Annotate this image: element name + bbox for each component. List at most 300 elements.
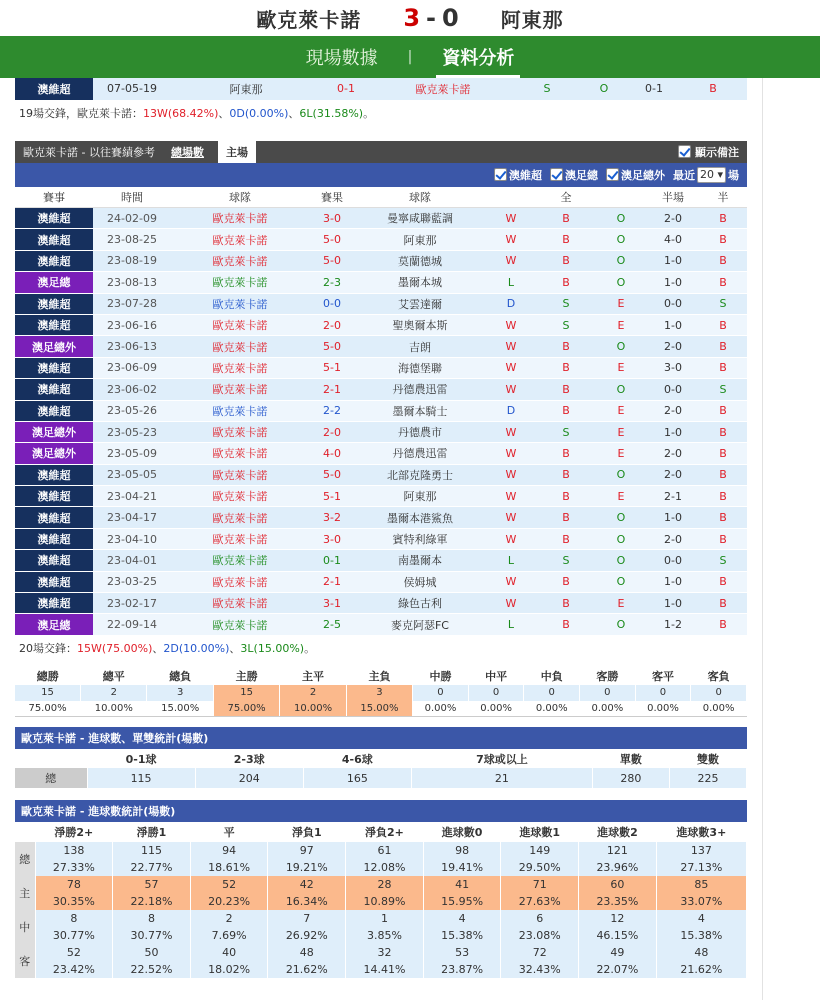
recent-label: 最近 bbox=[672, 168, 695, 182]
goaldiff-percent: 27.33% bbox=[35, 859, 113, 876]
match-score[interactable]: 3-0 bbox=[309, 208, 355, 229]
goaldiff-section-header: 歐克萊卡諾 - 進球數統計(場數) bbox=[15, 800, 747, 822]
goaldiff-count: 72 bbox=[501, 944, 579, 961]
history-row[interactable] bbox=[15, 486, 747, 507]
result-oe: O bbox=[595, 614, 647, 635]
away-team[interactable]: 阿東那 bbox=[355, 229, 485, 250]
away-team[interactable]: 歐克萊卡諾 bbox=[371, 78, 515, 100]
away-team-name[interactable]: 阿東那 bbox=[500, 7, 564, 32]
result-wdl: W bbox=[485, 421, 537, 442]
match-score[interactable]: 2-2 bbox=[309, 400, 355, 421]
goaldiff-col-header: 進球數2 bbox=[597, 826, 638, 840]
stats-count: 3 bbox=[147, 685, 213, 701]
goaldiff-col-header: 進球數1 bbox=[519, 826, 561, 840]
checkbox-icon[interactable] bbox=[494, 168, 507, 181]
home-team[interactable]: 歐克萊卡諾 bbox=[171, 421, 309, 442]
result-size: B bbox=[537, 250, 595, 271]
goaldiff-count: 121 bbox=[579, 842, 657, 859]
home-team[interactable]: 歐克萊卡諾 bbox=[171, 507, 309, 528]
match-score[interactable]: 5-0 bbox=[309, 336, 355, 357]
history-row[interactable] bbox=[15, 464, 747, 485]
match-date: 23-04-01 bbox=[93, 550, 171, 571]
main-content bbox=[15, 78, 747, 978]
home-team[interactable]: 歐克萊卡諾 bbox=[171, 614, 309, 635]
stats-col-header: 客負 bbox=[691, 668, 747, 685]
league-badge[interactable]: 澳維超 bbox=[15, 464, 93, 485]
home-team[interactable]: 歐克萊卡諾 bbox=[171, 314, 309, 335]
half-score: 2-0 bbox=[647, 208, 699, 229]
goals-col-header: 0-1球 bbox=[125, 752, 157, 766]
tab-total-matches[interactable]: 總場數 bbox=[170, 145, 204, 159]
history-summary bbox=[15, 636, 747, 658]
goaldiff-group-label: 中 bbox=[15, 910, 35, 944]
home-team-name[interactable]: 歐克萊卡諾 bbox=[256, 7, 362, 32]
league-badge[interactable]: 澳維超 bbox=[15, 528, 93, 549]
away-team[interactable]: 北部克隆勇士 bbox=[355, 464, 485, 485]
league-badge[interactable]: 澳足總外 bbox=[15, 336, 93, 357]
goals-row-label: 總 bbox=[15, 768, 87, 788]
result-oe: E bbox=[595, 357, 647, 378]
goals-oddeven-table bbox=[15, 749, 747, 788]
goaldiff-percent: 29.50% bbox=[501, 859, 579, 876]
home-team[interactable]: 歐克萊卡諾 bbox=[171, 229, 309, 250]
away-team[interactable]: 莫蘭德城 bbox=[355, 250, 485, 271]
goaldiff-percent-row bbox=[15, 927, 747, 944]
match-score[interactable]: 5-0 bbox=[309, 250, 355, 271]
right-border bbox=[762, 78, 763, 1000]
match-date: 23-03-25 bbox=[93, 571, 171, 592]
league-badge[interactable]: 澳維超 bbox=[15, 571, 93, 592]
summary-prefix: 19場交鋒，歐克萊卡諾： bbox=[19, 106, 143, 120]
half-score: 2-0 bbox=[647, 443, 699, 464]
stats-count: 15 bbox=[15, 685, 81, 701]
goaldiff-percent: 30.35% bbox=[35, 893, 113, 910]
league-badge[interactable]: 澳維超 bbox=[15, 250, 93, 271]
stats-percent: 10.00% bbox=[280, 701, 346, 717]
summary-sep: 、 bbox=[288, 106, 300, 120]
result-wdl: D bbox=[485, 293, 537, 314]
previous-meeting-row[interactable] bbox=[15, 78, 747, 100]
result-size: B bbox=[537, 464, 595, 485]
recent-count-select[interactable]: 20 ▾ bbox=[697, 167, 726, 183]
league-badge[interactable]: 澳維超 bbox=[15, 357, 93, 378]
result-wdl: L bbox=[485, 272, 537, 293]
match-score[interactable]: 2-1 bbox=[309, 379, 355, 400]
match-score[interactable]: 4-0 bbox=[309, 443, 355, 464]
half-result: B bbox=[699, 421, 747, 442]
result-size: B bbox=[537, 357, 595, 378]
goaldiff-percent: 22.52% bbox=[113, 961, 191, 978]
match-score[interactable]: 0-1 bbox=[309, 550, 355, 571]
filter-super-league[interactable] bbox=[494, 167, 542, 183]
history-title: 歐克萊卡諾 - 以往賽績參考 bbox=[23, 145, 155, 159]
half-score: 0-1 bbox=[629, 78, 679, 100]
filter-label: 澳足總 bbox=[564, 168, 598, 182]
history-row[interactable] bbox=[15, 336, 747, 357]
history-row[interactable] bbox=[15, 229, 747, 250]
result-wdl: W bbox=[485, 507, 537, 528]
match-date: 23-05-26 bbox=[93, 400, 171, 421]
away-team[interactable]: 丹德農迅雷 bbox=[355, 443, 485, 464]
goaldiff-count: 71 bbox=[501, 876, 579, 893]
home-score: 3 bbox=[403, 4, 421, 32]
league-badge[interactable]: 澳維超 bbox=[15, 78, 93, 100]
goaldiff-percent: 3.85% bbox=[346, 927, 424, 944]
match-score[interactable]: 3-2 bbox=[309, 507, 355, 528]
goaldiff-count: 7 bbox=[268, 910, 346, 927]
half-score: 3-0 bbox=[647, 357, 699, 378]
home-team[interactable]: 歐克萊卡諾 bbox=[171, 400, 309, 421]
summary-end: 。 bbox=[304, 641, 316, 655]
summary-end: 。 bbox=[363, 106, 375, 120]
history-row[interactable] bbox=[15, 293, 747, 314]
away-team[interactable]: 吉朗 bbox=[355, 336, 485, 357]
half-score: 1-0 bbox=[647, 571, 699, 592]
history-row[interactable] bbox=[15, 357, 747, 378]
stats-percent: 15.00% bbox=[346, 701, 412, 717]
match-date: 23-06-09 bbox=[93, 357, 171, 378]
match-score[interactable]: 0-1 bbox=[321, 78, 371, 100]
history-row[interactable] bbox=[15, 400, 747, 421]
goaldiff-count: 137 bbox=[656, 842, 746, 859]
stats-percent: 15.00% bbox=[147, 701, 213, 717]
home-team[interactable]: 歐克萊卡諾 bbox=[171, 528, 309, 549]
goaldiff-count: 2 bbox=[190, 910, 268, 927]
result-size: B bbox=[537, 486, 595, 507]
league-badge[interactable]: 澳維超 bbox=[15, 486, 93, 507]
history-row[interactable] bbox=[15, 421, 747, 442]
league-badge[interactable]: 澳足總 bbox=[15, 272, 93, 293]
league-badge[interactable]: 澳維超 bbox=[15, 400, 93, 421]
goaldiff-count: 57 bbox=[113, 876, 191, 893]
goaldiff-percent: 10.89% bbox=[346, 893, 424, 910]
result-wdl: W bbox=[485, 593, 537, 614]
match-date: 23-08-13 bbox=[93, 272, 171, 293]
result-size: B bbox=[537, 593, 595, 614]
result-oe: E bbox=[595, 314, 647, 335]
stats-count: 0 bbox=[524, 685, 580, 701]
goaldiff-count: 12 bbox=[579, 910, 657, 927]
league-badge[interactable]: 澳維超 bbox=[15, 507, 93, 528]
show-notes-toggle[interactable] bbox=[678, 144, 747, 160]
match-score[interactable]: 2-3 bbox=[309, 272, 355, 293]
goals-value: 165 bbox=[303, 768, 411, 788]
goaldiff-group-label: 主 bbox=[15, 876, 35, 910]
stats-count: 15 bbox=[213, 685, 279, 701]
history-row[interactable] bbox=[15, 571, 747, 592]
result-oe: O bbox=[595, 208, 647, 229]
goaldiff-percent: 22.07% bbox=[579, 961, 657, 978]
goaldiff-count: 50 bbox=[113, 944, 191, 961]
goaldiff-col-header: 淨負2+ bbox=[365, 826, 404, 840]
tab-analysis[interactable]: 資料分析 bbox=[436, 38, 520, 76]
score-separator: - bbox=[426, 4, 436, 32]
half-score: 1-0 bbox=[647, 272, 699, 293]
home-team[interactable]: 歐克萊卡諾 bbox=[171, 272, 309, 293]
goaldiff-count: 149 bbox=[501, 842, 579, 859]
tab-home-matches[interactable]: 主場 bbox=[218, 141, 256, 163]
goaldiff-percent: 15.38% bbox=[423, 927, 501, 944]
history-row[interactable] bbox=[15, 443, 747, 464]
home-team[interactable]: 歐克萊卡諾 bbox=[171, 593, 309, 614]
result-wdl: W bbox=[485, 336, 537, 357]
away-team[interactable]: 墨爾本城 bbox=[355, 272, 485, 293]
match-date: 23-04-10 bbox=[93, 528, 171, 549]
goaldiff-count: 28 bbox=[346, 876, 424, 893]
goaldiff-count: 52 bbox=[190, 876, 268, 893]
half-result: B bbox=[699, 571, 747, 592]
home-team[interactable]: 歐克萊卡諾 bbox=[171, 464, 309, 485]
result-size: S bbox=[537, 550, 595, 571]
stats-count: 0 bbox=[468, 685, 524, 701]
home-team[interactable]: 歐克萊卡諾 bbox=[171, 336, 309, 357]
half-score: 4-0 bbox=[647, 229, 699, 250]
goaldiff-col-header: 進球數3+ bbox=[676, 826, 727, 840]
half-score: 1-0 bbox=[647, 507, 699, 528]
home-team[interactable]: 歐克萊卡諾 bbox=[171, 571, 309, 592]
goaldiff-percent: 16.34% bbox=[268, 893, 346, 910]
goaldiff-percent: 23.42% bbox=[35, 961, 113, 978]
league-badge[interactable]: 澳足總外 bbox=[15, 421, 93, 442]
league-badge[interactable]: 澳維超 bbox=[15, 379, 93, 400]
goaldiff-count: 4 bbox=[656, 910, 746, 927]
stats-col-header: 主勝 bbox=[213, 668, 279, 685]
stats-percent: 0.00% bbox=[580, 701, 636, 717]
away-team[interactable]: 丹德農市 bbox=[355, 421, 485, 442]
history-row[interactable] bbox=[15, 528, 747, 549]
stats-count: 2 bbox=[280, 685, 346, 701]
checkbox-icon[interactable] bbox=[606, 168, 619, 181]
away-team[interactable]: 海德堡聯 bbox=[355, 357, 485, 378]
home-team[interactable]: 歐克萊卡諾 bbox=[171, 486, 309, 507]
result-oe: E bbox=[595, 593, 647, 614]
away-team[interactable]: 艾雲達爾 bbox=[355, 293, 485, 314]
history-row[interactable] bbox=[15, 272, 747, 293]
goaldiff-count: 53 bbox=[423, 944, 501, 961]
result-size: B bbox=[537, 272, 595, 293]
half-score: 0-0 bbox=[647, 293, 699, 314]
match-score[interactable]: 5-0 bbox=[309, 229, 355, 250]
result-oe: O bbox=[579, 78, 629, 100]
goaldiff-count: 41 bbox=[423, 876, 501, 893]
goaldiff-percent-row bbox=[15, 961, 747, 978]
goaldiff-count: 48 bbox=[268, 944, 346, 961]
col-league: 賽事 bbox=[15, 187, 93, 208]
goaldiff-count: 48 bbox=[656, 944, 746, 961]
summary-losses: 3L(15.00%) bbox=[240, 641, 305, 655]
result-size: S bbox=[537, 421, 595, 442]
home-team[interactable]: 歐克萊卡諾 bbox=[171, 443, 309, 464]
history-row[interactable] bbox=[15, 550, 747, 571]
stats-percent: 0.00% bbox=[413, 701, 469, 717]
goaldiff-percent: 23.96% bbox=[579, 859, 657, 876]
result-oe: E bbox=[595, 443, 647, 464]
col-home-team: 球隊 bbox=[171, 187, 309, 208]
home-team[interactable]: 歐克萊卡諾 bbox=[171, 357, 309, 378]
half-score: 1-0 bbox=[647, 314, 699, 335]
league-badge[interactable]: 澳維超 bbox=[15, 593, 93, 614]
match-score[interactable]: 2-0 bbox=[309, 421, 355, 442]
away-team[interactable]: 南墨爾本 bbox=[355, 550, 485, 571]
match-score[interactable]: 0-0 bbox=[309, 293, 355, 314]
goaldiff-percent: 30.77% bbox=[35, 927, 113, 944]
home-team[interactable]: 歐克萊卡諾 bbox=[171, 293, 309, 314]
goaldiff-count: 4 bbox=[423, 910, 501, 927]
history-row[interactable] bbox=[15, 614, 747, 635]
half-result: B bbox=[699, 272, 747, 293]
stats-percent: 75.00% bbox=[15, 701, 81, 717]
goaldiff-percent-row bbox=[15, 893, 747, 910]
away-team[interactable]: 綠色古利 bbox=[355, 593, 485, 614]
history-row[interactable] bbox=[15, 593, 747, 614]
result-size: B bbox=[537, 379, 595, 400]
col-half: 半 bbox=[699, 187, 747, 208]
match-date: 24-02-09 bbox=[93, 208, 171, 229]
stats-percent: 0.00% bbox=[635, 701, 691, 717]
history-row[interactable] bbox=[15, 250, 747, 271]
away-team[interactable]: 墨爾本騎士 bbox=[355, 400, 485, 421]
history-row[interactable] bbox=[15, 314, 747, 335]
goaldiff-count: 8 bbox=[35, 910, 113, 927]
away-team[interactable]: 侯姆城 bbox=[355, 571, 485, 592]
goaldiff-count: 32 bbox=[346, 944, 424, 961]
league-badge[interactable]: 澳足總外 bbox=[15, 443, 93, 464]
match-score[interactable]: 2-0 bbox=[309, 314, 355, 335]
away-score: 0 bbox=[441, 4, 459, 32]
away-team[interactable]: 聖奧爾本斯 bbox=[355, 314, 485, 335]
goaldiff-count: 60 bbox=[579, 876, 657, 893]
result-wdl: W bbox=[485, 250, 537, 271]
summary-sep: 、 bbox=[218, 106, 230, 120]
match-date: 23-08-19 bbox=[93, 250, 171, 271]
half-score: 2-0 bbox=[647, 400, 699, 421]
match-date: 23-06-16 bbox=[93, 314, 171, 335]
stats-count: 2 bbox=[81, 685, 147, 701]
match-score[interactable]: 2-5 bbox=[309, 614, 355, 635]
result-wdl: W bbox=[485, 486, 537, 507]
goaldiff-percent: 20.23% bbox=[190, 893, 268, 910]
result-size: B bbox=[537, 614, 595, 635]
half-score: 1-0 bbox=[647, 250, 699, 271]
goaldiff-body bbox=[15, 842, 747, 978]
league-badge[interactable]: 澳維超 bbox=[15, 550, 93, 571]
goaldiff-col-header: 進球數0 bbox=[441, 826, 483, 840]
history-header-row bbox=[15, 187, 747, 208]
league-badge[interactable]: 澳維超 bbox=[15, 314, 93, 335]
goaldiff-percent: 19.21% bbox=[268, 859, 346, 876]
half-result: S bbox=[699, 550, 747, 571]
half-score: 0-0 bbox=[647, 550, 699, 571]
away-team[interactable]: 賓特利綠軍 bbox=[355, 528, 485, 549]
filter-ffa-cup[interactable] bbox=[550, 167, 598, 183]
match-score[interactable]: 5-1 bbox=[309, 486, 355, 507]
home-team[interactable]: 歐克萊卡諾 bbox=[171, 379, 309, 400]
half-result: B bbox=[699, 464, 747, 485]
result-oe: O bbox=[595, 528, 647, 549]
stats-percent: 75.00% bbox=[213, 701, 279, 717]
league-badge[interactable]: 澳足總 bbox=[15, 614, 93, 635]
goaldiff-count: 98 bbox=[423, 842, 501, 859]
half-result: B bbox=[699, 314, 747, 335]
tab-live-data[interactable]: 現場數據 bbox=[305, 48, 378, 69]
goaldiff-count: 1 bbox=[346, 910, 424, 927]
result-wdl: L bbox=[485, 614, 537, 635]
stats-col-header: 客平 bbox=[635, 668, 691, 685]
goaldiff-group-label: 總 bbox=[15, 842, 35, 876]
goaldiff-count-row bbox=[15, 944, 747, 961]
goals-col-header: 雙數 bbox=[696, 752, 719, 766]
filter-bar bbox=[15, 163, 747, 187]
result-size: B bbox=[537, 443, 595, 464]
goaldiff-count: 85 bbox=[656, 876, 746, 893]
summary-draws: 2D(10.00%) bbox=[163, 641, 230, 655]
away-team[interactable]: 墨爾本港鯊魚 bbox=[355, 507, 485, 528]
league-badge[interactable]: 澳維超 bbox=[15, 293, 93, 314]
result-wdl: W bbox=[485, 379, 537, 400]
stats-percent-row bbox=[15, 701, 747, 717]
result-wdl: L bbox=[485, 550, 537, 571]
home-team[interactable]: 歐克萊卡諾 bbox=[171, 250, 309, 271]
league-badge[interactable]: 澳維超 bbox=[15, 229, 93, 250]
half-score: 1-0 bbox=[647, 421, 699, 442]
home-team[interactable]: 歐克萊卡諾 bbox=[171, 208, 309, 229]
history-body bbox=[15, 208, 747, 636]
match-score[interactable]: 5-0 bbox=[309, 464, 355, 485]
away-team[interactable]: 阿東那 bbox=[355, 486, 485, 507]
away-team[interactable]: 丹德農迅雷 bbox=[355, 379, 485, 400]
goaldiff-col-header: 淨負1 bbox=[291, 826, 322, 840]
home-team[interactable]: 阿東那 bbox=[171, 78, 321, 100]
result-oe: E bbox=[595, 421, 647, 442]
goaldiff-percent: 15.95% bbox=[423, 893, 501, 910]
filter-ffa-cup-outer[interactable] bbox=[606, 167, 665, 183]
goaldiff-count: 42 bbox=[268, 876, 346, 893]
goaldiff-percent: 19.41% bbox=[423, 859, 501, 876]
result-size: B bbox=[537, 229, 595, 250]
checkbox-icon[interactable] bbox=[678, 145, 691, 158]
match-score[interactable]: 5-1 bbox=[309, 357, 355, 378]
goaldiff-percent: 23.35% bbox=[579, 893, 657, 910]
league-badge[interactable]: 澳維超 bbox=[15, 208, 93, 229]
home-team[interactable]: 歐克萊卡諾 bbox=[171, 550, 309, 571]
history-row[interactable] bbox=[15, 208, 747, 229]
result-wdl: W bbox=[485, 571, 537, 592]
history-row[interactable] bbox=[15, 379, 747, 400]
goals-header-row bbox=[15, 749, 747, 768]
col-time: 時間 bbox=[93, 187, 171, 208]
history-row[interactable] bbox=[15, 507, 747, 528]
goals-value: 280 bbox=[592, 768, 669, 788]
checkbox-icon[interactable] bbox=[550, 168, 563, 181]
result-size: B bbox=[537, 507, 595, 528]
away-team[interactable]: 曼寧咸聯藍調 bbox=[355, 208, 485, 229]
show-notes-label: 顯示備注 bbox=[695, 145, 739, 159]
match-score[interactable]: 2-1 bbox=[309, 571, 355, 592]
match-date: 23-08-25 bbox=[93, 229, 171, 250]
half-result: B bbox=[699, 208, 747, 229]
result-oe: O bbox=[595, 229, 647, 250]
goals-col-header: 單數 bbox=[619, 752, 642, 766]
match-score[interactable]: 3-1 bbox=[309, 593, 355, 614]
result-size: B bbox=[537, 336, 595, 357]
match-date: 23-07-28 bbox=[93, 293, 171, 314]
result-oe: E bbox=[595, 486, 647, 507]
goaldiff-header-row bbox=[15, 822, 747, 842]
match-score[interactable]: 3-0 bbox=[309, 528, 355, 549]
away-team[interactable]: 麥克阿瑟FC bbox=[355, 614, 485, 635]
nav-bar bbox=[0, 36, 820, 78]
recent-count-selector bbox=[673, 167, 739, 183]
